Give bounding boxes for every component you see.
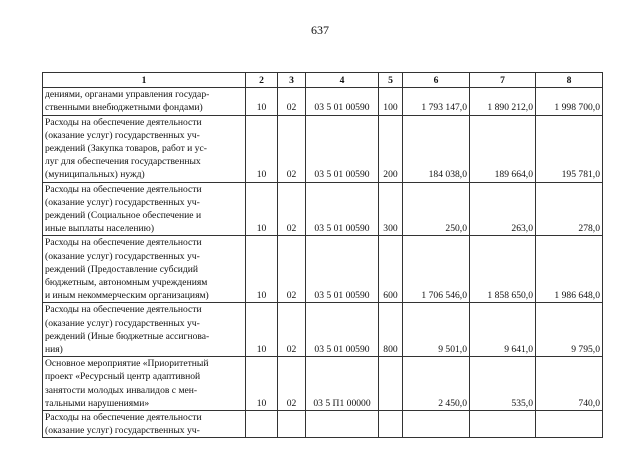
amount-year-2: 535,0 <box>470 357 536 411</box>
section-code <box>246 411 278 438</box>
section-code: 10 <box>246 182 278 236</box>
table-row <box>43 115 603 182</box>
amount-year-3: 1 998 700,0 <box>536 88 603 115</box>
amount-year-2: 1 858 650,0 <box>470 236 536 303</box>
subsection-code: 02 <box>278 357 306 411</box>
table-row <box>43 357 603 411</box>
column-header: 4 <box>306 73 379 88</box>
header-row <box>43 73 603 88</box>
amount-year-1: 9 501,0 <box>403 303 470 357</box>
section-code: 10 <box>246 115 278 182</box>
section-code: 10 <box>246 303 278 357</box>
amount-year-2: 9 641,0 <box>470 303 536 357</box>
target-article-code: 03 5 01 00590 <box>306 236 379 303</box>
amount-year-3 <box>536 411 603 438</box>
target-article-code: 03 5 П1 00000 <box>306 357 379 411</box>
subsection-code: 02 <box>278 115 306 182</box>
column-header: 5 <box>379 73 403 88</box>
target-article-code: 03 5 01 00590 <box>306 88 379 115</box>
expense-type-code: 200 <box>379 115 403 182</box>
subsection-code: 02 <box>278 303 306 357</box>
section-code: 10 <box>246 357 278 411</box>
amount-year-1: 250,0 <box>403 182 470 236</box>
budget-table <box>42 72 603 438</box>
table-row <box>43 411 603 438</box>
expense-type-code: 100 <box>379 88 403 115</box>
amount-year-3: 1 986 648,0 <box>536 236 603 303</box>
amount-year-1: 1 706 546,0 <box>403 236 470 303</box>
section-code: 10 <box>246 88 278 115</box>
row-description: Расходы на обеспечение деятельности (оказание услуг) государственных уч- реждений (Закупка товаров, работ и ус- луг для обеспечения государственных (муниципальных) нужд) <box>43 115 246 182</box>
amount-year-3: 278,0 <box>536 182 603 236</box>
amount-year-2: 189 664,0 <box>470 115 536 182</box>
table-row <box>43 182 603 236</box>
expense-type-code <box>379 411 403 438</box>
expense-type-code <box>379 357 403 411</box>
table-row <box>43 303 603 357</box>
amount-year-1: 1 793 147,0 <box>403 88 470 115</box>
row-description: дениями, органами управления государ- ственными внебюджетными фондами) <box>43 88 246 115</box>
subsection-code: 02 <box>278 236 306 303</box>
table-row <box>43 236 603 303</box>
row-description: Расходы на обеспечение деятельности (оказание услуг) государственных уч- реждений (Социальное обеспечение и иные выплаты населению) <box>43 182 246 236</box>
row-description: Расходы на обеспечение деятельности (оказание услуг) государственных уч- реждений (Предоставление субсидий бюджетным, автономным учреждениям и иным некоммерческим организациям) <box>43 236 246 303</box>
section-code: 10 <box>246 236 278 303</box>
amount-year-1: 184 038,0 <box>403 115 470 182</box>
amount-year-1: 2 450,0 <box>403 357 470 411</box>
column-header: 8 <box>536 73 603 88</box>
target-article-code: 03 5 01 00590 <box>306 115 379 182</box>
expense-type-code: 300 <box>379 182 403 236</box>
column-header: 6 <box>403 73 470 88</box>
column-header: 1 <box>43 73 246 88</box>
table-row <box>43 88 603 115</box>
row-description: Основное мероприятие «Приоритетный проект «Ресурсный центр адаптивной занятости молодых инвалидов с мен- тальными нарушениями» <box>43 357 246 411</box>
row-description: Расходы на обеспечение деятельности (оказание услуг) государственных уч- <box>43 411 246 438</box>
expense-type-code: 800 <box>379 303 403 357</box>
page-number: 637 <box>311 23 329 37</box>
amount-year-3: 740,0 <box>536 357 603 411</box>
amount-year-3: 195 781,0 <box>536 115 603 182</box>
amount-year-1 <box>403 411 470 438</box>
row-description: Расходы на обеспечение деятельности (оказание услуг) государственных уч- реждений (Иные бюджетные ассигнова- ния) <box>43 303 246 357</box>
amount-year-3: 9 795,0 <box>536 303 603 357</box>
amount-year-2: 1 890 212,0 <box>470 88 536 115</box>
subsection-code: 02 <box>278 182 306 236</box>
amount-year-2: 263,0 <box>470 182 536 236</box>
column-header: 7 <box>470 73 536 88</box>
target-article-code: 03 5 01 00590 <box>306 182 379 236</box>
target-article-code <box>306 411 379 438</box>
column-header: 3 <box>278 73 306 88</box>
expense-type-code: 600 <box>379 236 403 303</box>
column-header: 2 <box>246 73 278 88</box>
subsection-code <box>278 411 306 438</box>
target-article-code: 03 5 01 00590 <box>306 303 379 357</box>
subsection-code: 02 <box>278 88 306 115</box>
amount-year-2 <box>470 411 536 438</box>
